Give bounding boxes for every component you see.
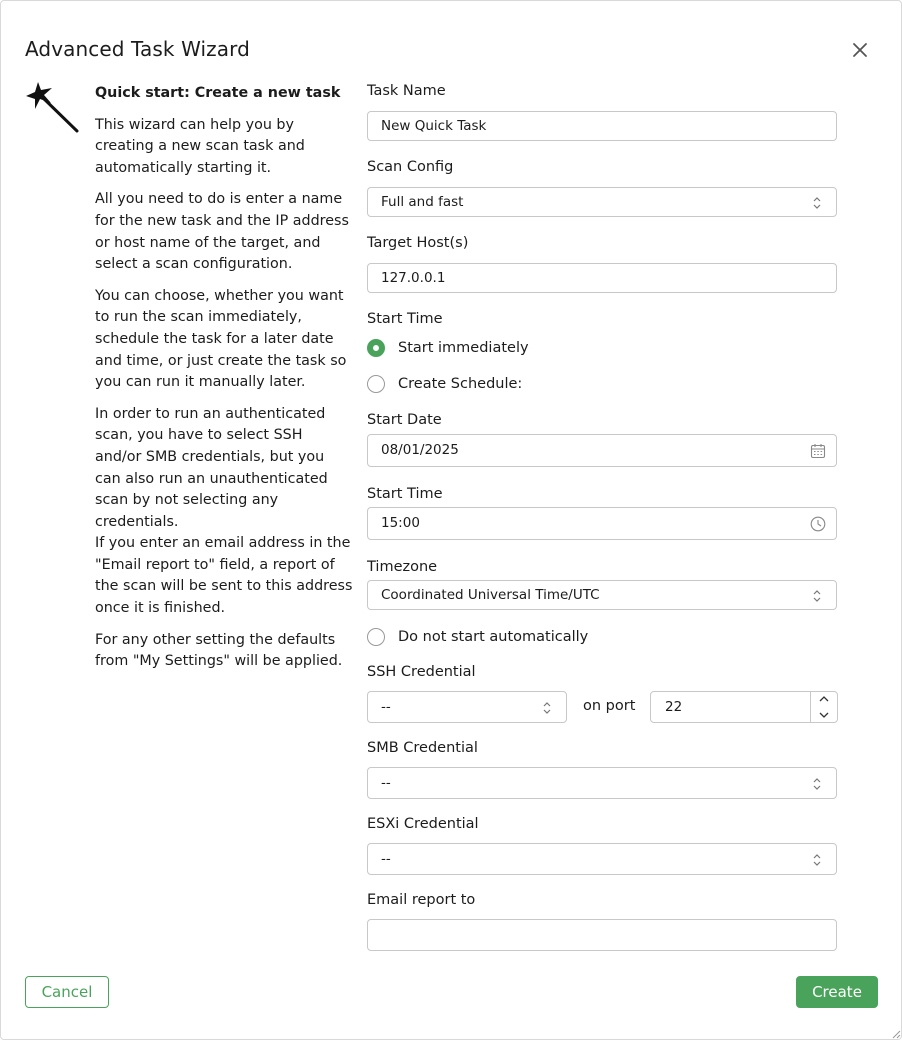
help-paragraph: In order to run an authenticated scan, you have to select SSH and/or SMB credentials, but you can also run an unauthenticated scan by not selecting any credentials. bbox=[95, 405, 328, 530]
start-time-value: 15:00 bbox=[381, 515, 420, 531]
start-time-picker[interactable] bbox=[367, 507, 837, 540]
resize-grip-icon[interactable] bbox=[891, 1029, 901, 1039]
start-immediately-radio[interactable] bbox=[367, 339, 385, 357]
start-date-label: Start Date bbox=[367, 412, 442, 428]
port-label: on port bbox=[583, 698, 636, 714]
target-hosts-label: Target Host(s) bbox=[367, 235, 469, 251]
esxi-credential-select[interactable] bbox=[367, 843, 837, 875]
target-hosts-input[interactable] bbox=[367, 263, 837, 293]
create-schedule-option[interactable] bbox=[367, 373, 522, 395]
cancel-button[interactable]: Cancel bbox=[25, 976, 109, 1008]
help-paragraph: This wizard can help you by creating a new scan task and automatically starting it. bbox=[95, 116, 305, 176]
chevron-down-icon[interactable] bbox=[811, 707, 837, 722]
help-heading: Quick start: Create a new task bbox=[95, 85, 341, 101]
timezone-value: Coordinated Universal Time/UTC bbox=[381, 587, 600, 603]
esxi-credential-value: -- bbox=[381, 851, 391, 867]
chevron-up-icon[interactable] bbox=[811, 692, 837, 707]
ssh-credential-select[interactable] bbox=[367, 691, 567, 723]
close-icon[interactable] bbox=[849, 39, 871, 61]
calendar-icon[interactable] bbox=[810, 443, 826, 459]
email-report-input[interactable] bbox=[367, 919, 837, 951]
magic-wand-icon bbox=[25, 81, 79, 135]
no-auto-start-radio[interactable] bbox=[367, 628, 385, 646]
start-immediately-label: Start immediately bbox=[398, 340, 529, 356]
timezone-label: Timezone bbox=[367, 559, 438, 575]
create-button[interactable]: Create bbox=[796, 976, 878, 1008]
email-report-label: Email report to bbox=[367, 892, 476, 908]
start-immediately-option[interactable] bbox=[367, 337, 529, 359]
chevron-updown-icon bbox=[812, 853, 822, 867]
chevron-updown-icon bbox=[812, 196, 822, 210]
chevron-updown-icon bbox=[812, 777, 822, 791]
task-name-value: New Quick Task bbox=[381, 118, 487, 134]
help-paragraph: For any other setting the defaults from "My Settings" will be applied. bbox=[95, 631, 343, 670]
help-paragraph: If you enter an email address in the "Email report to" field, a report of the scan will be sent to this address once it is finished. bbox=[95, 535, 353, 617]
esxi-credential-label: ESXi Credential bbox=[367, 816, 479, 832]
port-spinner bbox=[810, 692, 837, 722]
help-paragraph: You can choose, whether you want to run the scan immediately, schedule the task for a later date and time, or just create the task so you can run it manually later. bbox=[95, 287, 347, 391]
timezone-select[interactable] bbox=[367, 580, 837, 610]
scan-config-select[interactable] bbox=[367, 187, 837, 217]
chevron-updown-icon bbox=[812, 589, 822, 603]
smb-credential-select[interactable] bbox=[367, 767, 837, 799]
task-name-label: Task Name bbox=[367, 83, 446, 99]
scan-config-label: Scan Config bbox=[367, 159, 454, 175]
start-date-value: 08/01/2025 bbox=[381, 442, 459, 458]
clock-icon[interactable] bbox=[810, 516, 826, 532]
chevron-updown-icon bbox=[542, 701, 552, 715]
start-time-group-label: Start Time bbox=[367, 311, 443, 327]
no-auto-start-option[interactable] bbox=[367, 626, 588, 648]
ssh-credential-value: -- bbox=[381, 699, 391, 715]
ssh-credential-label: SSH Credential bbox=[367, 664, 476, 680]
create-schedule-label: Create Schedule: bbox=[398, 376, 523, 392]
smb-credential-value: -- bbox=[381, 775, 391, 791]
target-hosts-value: 127.0.0.1 bbox=[381, 270, 446, 286]
no-auto-start-label: Do not start automatically bbox=[398, 629, 589, 645]
dialog-title: Advanced Task Wizard bbox=[25, 37, 250, 61]
task-name-input[interactable] bbox=[367, 111, 837, 141]
start-date-picker[interactable] bbox=[367, 434, 837, 467]
ssh-port-value: 22 bbox=[665, 699, 683, 715]
help-paragraph: All you need to do is enter a name for the new task and the IP address or host name of the target, and select a scan configuration. bbox=[95, 191, 349, 273]
ssh-port-input[interactable] bbox=[650, 691, 838, 723]
smb-credential-label: SMB Credential bbox=[367, 740, 478, 756]
create-schedule-radio[interactable] bbox=[367, 375, 385, 393]
start-time-label: Start Time bbox=[367, 486, 443, 502]
scan-config-value: Full and fast bbox=[381, 194, 464, 210]
help-text bbox=[95, 83, 353, 683]
